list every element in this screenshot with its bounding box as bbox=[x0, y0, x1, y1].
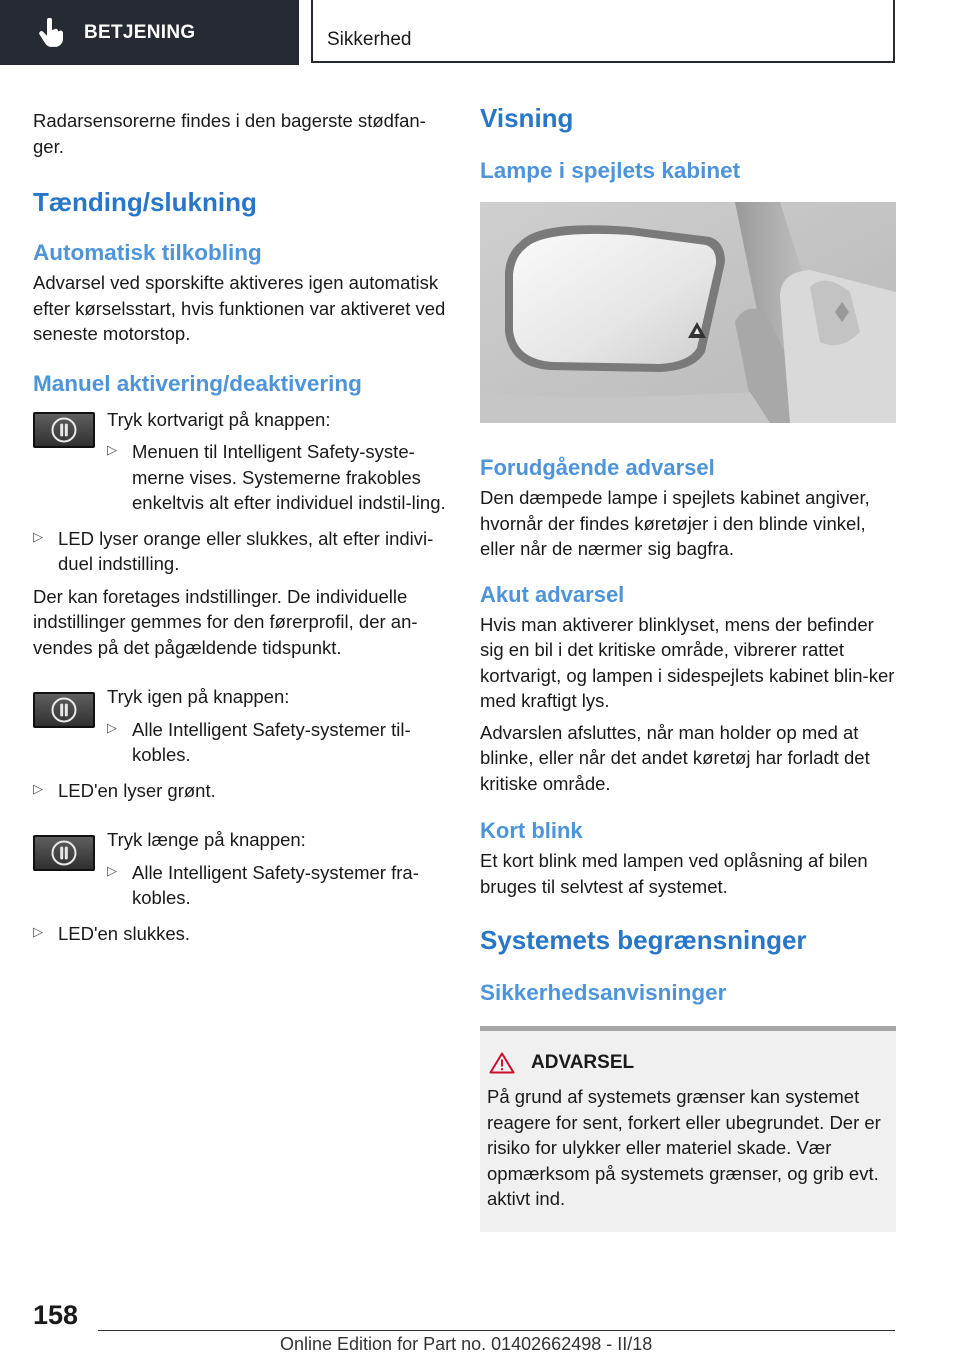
list-item bbox=[107, 860, 451, 911]
heading-manual: Manuel aktivering/deaktivering bbox=[33, 370, 362, 396]
heading-acute-warning: Akut advarsel bbox=[480, 581, 625, 607]
bullet-led-green-text: LED'en lyser grønt. bbox=[58, 779, 216, 801]
heading-tending: Tænding/slukning bbox=[33, 187, 257, 217]
short-blink-text: Et kort blink med lampen ved oplåsning af bilen bruges til selvtest af systemet. bbox=[480, 850, 868, 897]
heading-automatic: Automatisk tilkobling bbox=[33, 240, 262, 265]
list-item bbox=[107, 717, 451, 768]
press-short-row bbox=[33, 407, 451, 516]
footer-divider bbox=[98, 1330, 895, 1331]
page-number: 158 bbox=[33, 1300, 79, 1330]
intro-text: Radarsensorerne findes i den bagerste stødfan-ger. bbox=[33, 110, 426, 157]
hand-pointer-icon bbox=[38, 18, 64, 48]
press-again-row bbox=[33, 684, 451, 768]
acute-warning-text-1: Hvis man aktiverer blinklyset, mens der befinder sig en bil i det kritiske område, vibrerer rattet kortvarigt, og lampen i sidespejlets kabinet blin-ker med kraftigt lys. bbox=[480, 613, 895, 711]
bullet-led-off-text: LED'en slukkes. bbox=[58, 922, 191, 944]
list-item bbox=[33, 921, 451, 947]
bullet-triangle-icon: ▷ bbox=[33, 528, 43, 544]
heading-lamp: Lampe i spejlets kabinet bbox=[480, 158, 741, 183]
section-label: BETJENING bbox=[84, 21, 196, 43]
warning-label: ADVARSEL bbox=[531, 1052, 635, 1073]
section-tab bbox=[0, 0, 299, 65]
bullet-menu-text: Menuen til Intelligent Safety-syste-merne vises. Systemerne frakobles enkeltvis alt efter individuel indstil-ling. bbox=[132, 441, 446, 513]
automatic-text: Advarsel ved sporskifte aktiveres igen automatisk efter kørselsstart, hvis funktionen var aktiveret ved seneste motorstop. bbox=[33, 272, 446, 344]
bullet-triangle-icon: ▷ bbox=[33, 780, 43, 796]
bullet-triangle-icon: ▷ bbox=[33, 923, 43, 939]
list-item bbox=[107, 439, 451, 516]
right-column bbox=[480, 100, 896, 1232]
list-item bbox=[33, 526, 451, 577]
settings-text: Der kan foretages indstillinger. De individuelle indstillinger gemmes for den førerprofil, der an-vendes på det pågældende tidspunkt. bbox=[33, 585, 418, 658]
heading-visning: Visning bbox=[480, 103, 574, 133]
warning-box bbox=[480, 1026, 896, 1232]
safety-button-icon bbox=[33, 692, 95, 728]
safety-button-icon bbox=[33, 412, 95, 448]
bullet-triangle-icon: ▷ bbox=[107, 442, 117, 457]
press-short-text: Tryk kortvarigt på knappen: bbox=[107, 408, 331, 430]
chapter-tab bbox=[311, 0, 895, 63]
heading-short-blink: Kort blink bbox=[480, 818, 583, 843]
heading-limits: Systemets begrænsninger bbox=[480, 925, 807, 955]
bullet-led-orange-text: LED lyser orange eller slukkes, alt efter indivi-duel indstilling. bbox=[58, 527, 434, 574]
press-long-text: Tryk længe på knappen: bbox=[107, 829, 306, 850]
list-item bbox=[33, 778, 451, 804]
press-long-row bbox=[33, 827, 451, 911]
press-again-text: Tryk igen på knappen: bbox=[107, 686, 290, 707]
bullet-all-on-text: Alle Intelligent Safety-systemer til-kobles. bbox=[132, 718, 411, 765]
pre-warning-text: Den dæmpede lampe i spejlets kabinet angiver, hvornår der findes køretøjer i den blinde vinkel, eller når de nærmer sig bagfra. bbox=[480, 487, 870, 559]
bullet-triangle-icon: ▷ bbox=[107, 862, 117, 878]
mirror-illustration bbox=[480, 202, 896, 423]
bullet-triangle-icon: ▷ bbox=[107, 719, 117, 735]
acute-warning-text-2: Advarslen afsluttes, når man holder op med at blinke, eller når det andet køretøj har forladt det kritiske område. bbox=[480, 721, 870, 794]
warning-triangle-icon bbox=[489, 1052, 515, 1074]
warning-text: På grund af systemets grænser kan systemet reagere for sent, forkert eller ubegrundet. Der er risiko for ulykker eller materiel skade. Vær opmærksom på systemets grænser, og grib evt. aktivt ind. bbox=[487, 1086, 881, 1209]
heading-pre-warning: Forudgående advarsel bbox=[480, 455, 715, 480]
left-column bbox=[33, 100, 451, 946]
chapter-label: Sikkerhed bbox=[327, 29, 412, 50]
footer-edition: Online Edition for Part no. 01402662498 - II/18 bbox=[280, 1334, 653, 1354]
warning-header bbox=[487, 1052, 882, 1074]
bullet-all-off-text: Alle Intelligent Safety-systemer fra-kobles. bbox=[132, 861, 419, 908]
heading-safety-instructions: Sikkerhedsanvisninger bbox=[480, 980, 727, 1005]
safety-button-icon bbox=[33, 835, 95, 871]
